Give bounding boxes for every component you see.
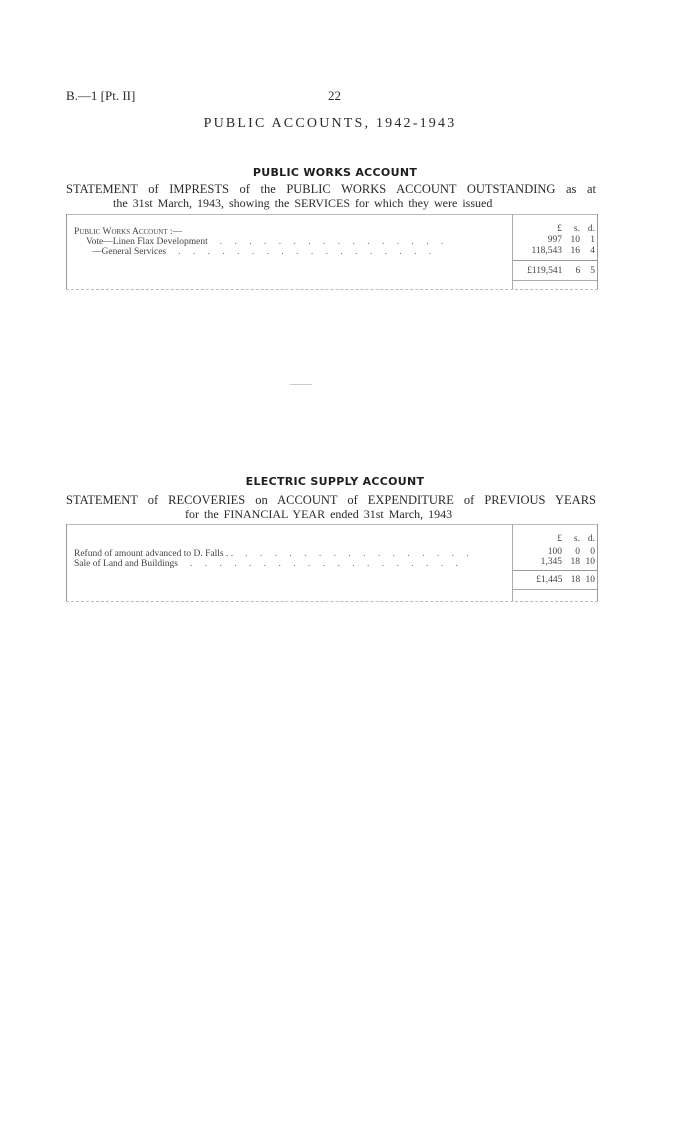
row-amount: 118,543 16 4 [531, 246, 595, 256]
pence-header: d. [587, 224, 595, 234]
pounds-header: £ [557, 224, 562, 234]
report-reference: B.—1 [Pt. II] [66, 88, 136, 103]
public-works-statement-line2: the 31st March, 1943, showing the SERVICES for which they were issued [113, 196, 493, 210]
page-number: 22 [328, 88, 341, 103]
row-label: Sale of Land and Buildings [74, 559, 178, 569]
document-title: PUBLIC ACCOUNTS, 1942-1943 [203, 116, 457, 131]
row-amount: 1,345 18 10 [540, 557, 595, 567]
table-row [86, 237, 504, 247]
table-row [92, 247, 504, 257]
electric-supply-statement-line1: STATEMENT of RECOVERIES on ACCOUNT of EXPENDITURE of PREVIOUS YEARS [66, 493, 596, 507]
electric-supply-table [66, 524, 598, 602]
row-label: —General Services [92, 247, 167, 257]
total-amount: £119,541 6 5 [527, 266, 595, 276]
pounds-header: £ [557, 534, 562, 544]
electric-supply-statement-line2: for the FINANCIAL YEAR ended 31st March, 1943 [185, 507, 453, 521]
total-amount: £1,445 18 10 [536, 575, 595, 585]
subtotal-rule [513, 260, 597, 261]
table-row [74, 549, 504, 559]
row-amount: 997 10 1 [547, 235, 595, 245]
row-label: Refund of amount advanced to D. Falls . . [74, 549, 234, 559]
currency-header-row [515, 224, 595, 234]
shillings-header: s. [573, 224, 580, 234]
public-works-statement-line1: STATEMENT of IMPRESTS of the PUBLIC WORKS ACCOUNT OUTSTANDING as at [66, 182, 596, 196]
electric-supply-heading: ELECTRIC SUPPLY ACCOUNT [245, 475, 425, 488]
row-amount: 100 0 0 [547, 547, 595, 557]
leader-dots: . . . . . . . . . . . . . . . . [219, 237, 449, 247]
total-rule [513, 589, 597, 590]
leader-dots: . . . . . . . . . . . . . . . . . . . [189, 559, 463, 569]
row-label: Vote—Linen Flax Development [86, 237, 208, 247]
public-works-table [66, 214, 598, 290]
leader-dots: . . . . . . . . . . . . . . . . [245, 549, 474, 559]
section-divider [290, 384, 312, 385]
currency-header-row [515, 534, 595, 544]
subtotal-rule [513, 570, 597, 571]
shillings-header: s. [573, 534, 580, 544]
pence-header: d. [587, 534, 595, 544]
table-row [74, 559, 504, 569]
leader-dots: . . . . . . . . . . . . . . . . . . [178, 247, 437, 257]
account-group-label: Public Works Account :— [74, 227, 183, 237]
total-rule [513, 280, 597, 281]
public-works-heading: PUBLIC WORKS ACCOUNT [252, 166, 418, 179]
